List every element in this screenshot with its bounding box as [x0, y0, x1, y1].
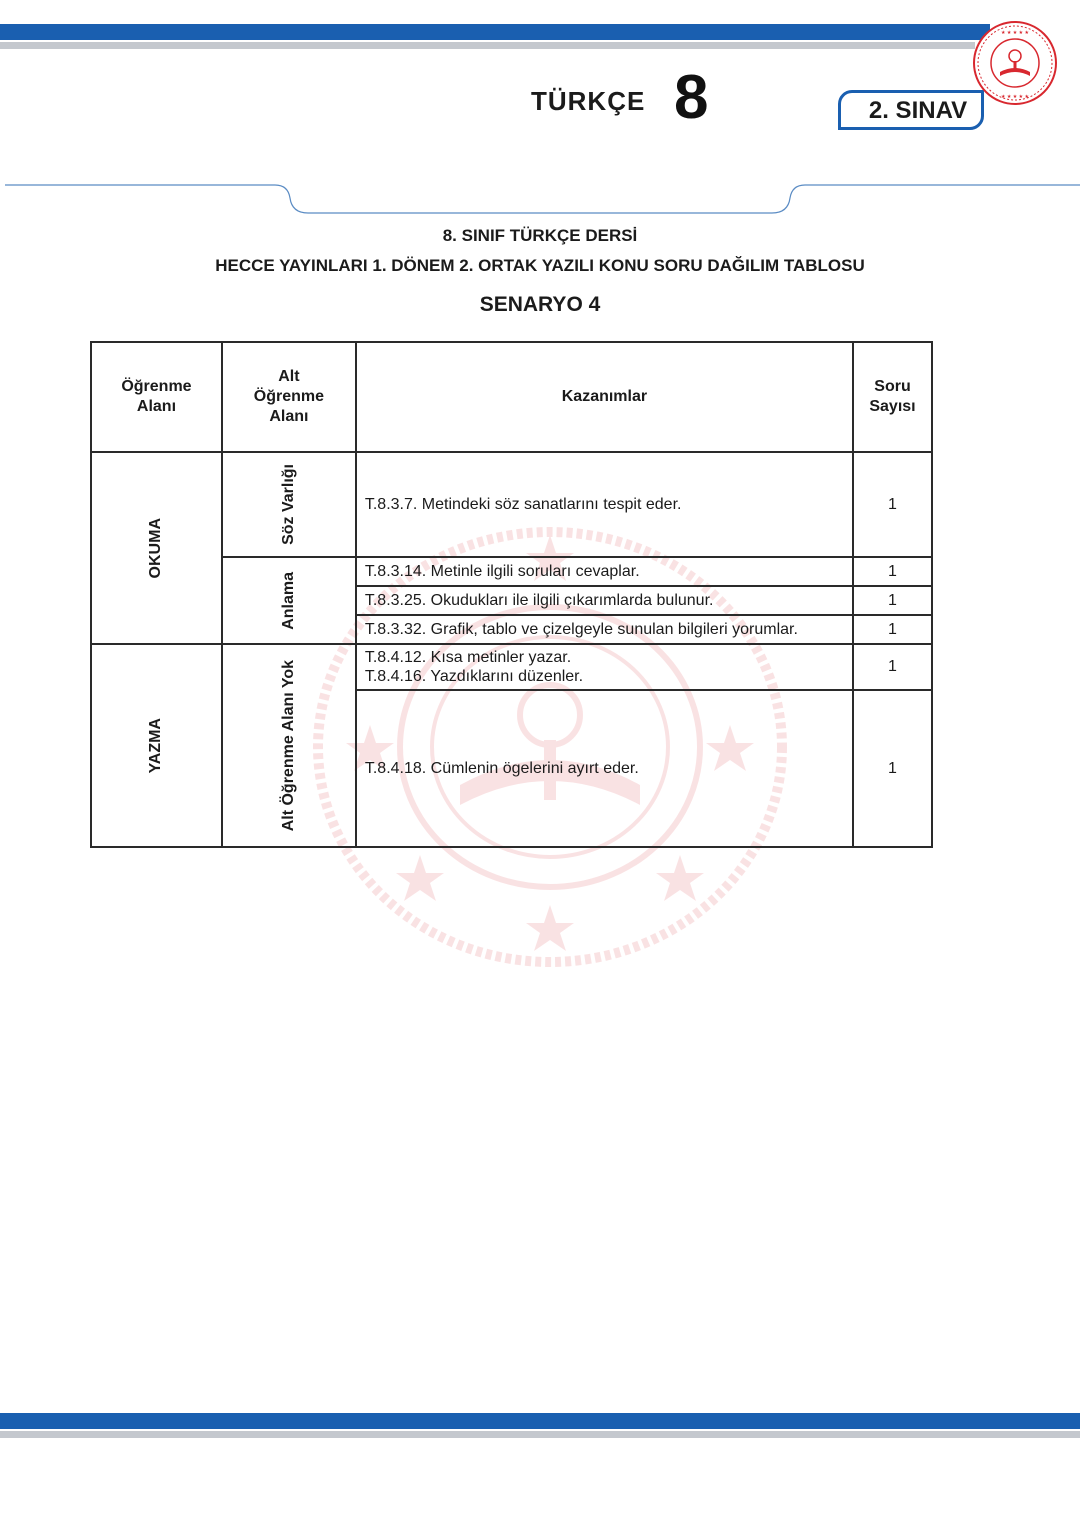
- count-cell: 1: [853, 615, 932, 644]
- outcome-cell: T.8.3.14. Metinle ilgili soruları cevaplar.: [356, 557, 853, 586]
- table-title: HECCE YAYINLARI 1. DÖNEM 2. ORTAK YAZILI KONU SORU DAĞILIM TABLOSU: [215, 256, 865, 275]
- course-title: 8. SINIF TÜRKÇE DERSİ: [442, 226, 638, 245]
- scenario-title: SENARYO 4: [479, 293, 601, 316]
- outcome-cell: T.8.3.25. Okudukları ile ilgili çıkarımlarda bulunur.: [356, 586, 853, 615]
- count-cell: 1: [853, 557, 932, 586]
- exam-badge: [838, 90, 984, 130]
- area-label: YAZMA: [147, 717, 165, 774]
- subject-title: TÜRKÇE: [531, 86, 646, 116]
- header-sub-area: Alt Öğrenme Alanı: [222, 342, 356, 452]
- count-cell: 1: [853, 644, 932, 690]
- sub-area-cell: [222, 557, 356, 644]
- sub-area-cell: [222, 644, 356, 847]
- area-label: OKUMA: [147, 517, 165, 579]
- svg-text:★ ★ ★ ★ ★: ★ ★ ★ ★ ★: [1001, 94, 1029, 100]
- outcome-line: T.8.4.12. Kısa metinler yazar.: [364, 649, 572, 666]
- outcome-line: T.8.4.16. Yazdıklarını düzenler.: [364, 668, 584, 685]
- top-gray-bar: [0, 42, 975, 49]
- question-distribution-table: [90, 341, 933, 848]
- sub-area-label: Alt Öğrenme Alanı Yok: [279, 659, 297, 832]
- grade-number: 8: [674, 63, 709, 132]
- count-cell: 1: [853, 452, 932, 557]
- exam-badge-label: 2. SINAV: [868, 97, 968, 124]
- outcome-cell: T.8.3.32. Grafik, tablo ve çizelgeyle sunulan bilgileri yorumlar.: [356, 615, 853, 644]
- header-area: Öğrenme Alanı: [91, 342, 222, 452]
- area-cell-yazma: [91, 644, 222, 847]
- area-cell-okuma: [91, 452, 222, 644]
- table-row: [91, 452, 932, 557]
- sub-area-label: Söz Varlığı: [279, 464, 297, 545]
- table-header-row: [91, 342, 932, 452]
- count-cell: 1: [853, 586, 932, 615]
- bottom-blue-bar: [0, 1413, 1080, 1429]
- outcome-cell: T.8.4.18. Cümlenin ögelerini ayırt eder.: [356, 690, 853, 847]
- table-row: [91, 644, 932, 690]
- sub-area-cell: [222, 452, 356, 557]
- top-blue-bar: [0, 24, 990, 40]
- ministry-seal-icon: [972, 20, 1058, 106]
- outcome-cell: [356, 644, 853, 690]
- header-outcomes: Kazanımlar: [356, 342, 853, 452]
- header-count: Soru Sayısı: [853, 342, 932, 452]
- sub-area-label: Anlama: [279, 571, 297, 630]
- count-cell: 1: [853, 690, 932, 847]
- outcome-cell: T.8.3.7. Metindeki söz sanatlarını tespit eder.: [356, 452, 853, 557]
- bottom-gray-bar: [0, 1431, 1080, 1438]
- svg-text:★ ★ ★ ★ ★: ★ ★ ★ ★ ★: [1001, 30, 1029, 36]
- header-divider: [0, 180, 1080, 220]
